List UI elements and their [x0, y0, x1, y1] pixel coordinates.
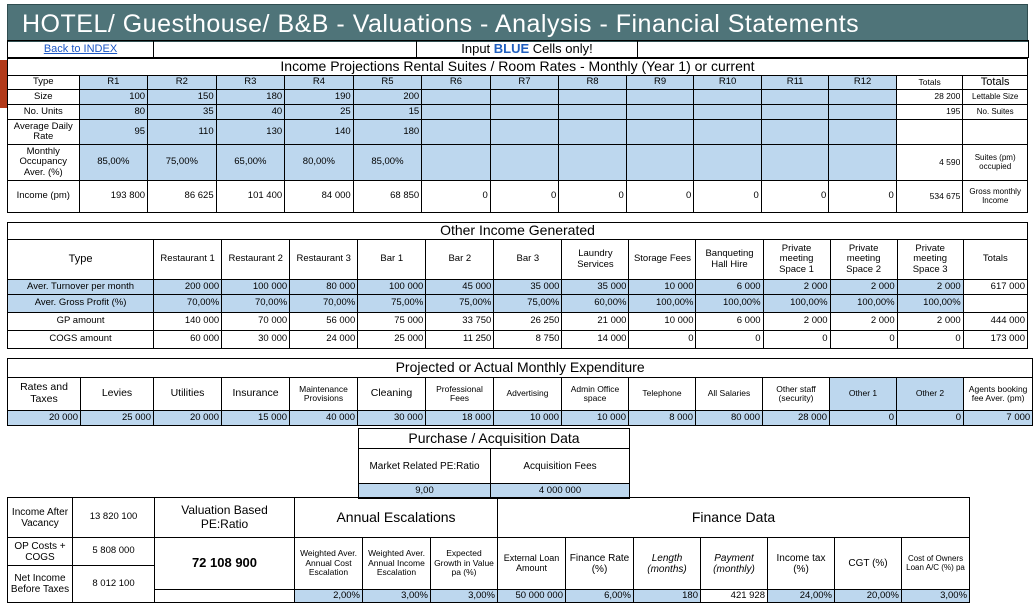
cell-gp-pct-12[interactable]: 100,00%	[897, 295, 963, 313]
exp-value-other-1[interactable]: 0	[830, 411, 897, 426]
esc-header-growth: Expected Growth in Value pa (%)	[431, 538, 498, 590]
cell-rate-r9[interactable]	[626, 120, 694, 145]
cell-size-r5[interactable]: 200	[353, 90, 422, 105]
exp-value-rates[interactable]: 20 000	[8, 411, 81, 426]
cell-occupancy-r1[interactable]: 85,00%	[79, 145, 148, 181]
col-header-r1: R1	[79, 76, 148, 90]
cell-income-r10: 0	[694, 181, 762, 213]
cell-size-r1[interactable]: 100	[79, 90, 148, 105]
cell-gp-amt-8: 10 000	[629, 313, 696, 331]
cell-turnover-7[interactable]: 35 000	[562, 280, 629, 295]
cell-rate-r11[interactable]	[761, 120, 829, 145]
finance-title: Finance Data	[498, 498, 970, 538]
fin-header-cgt: CGT (%)	[835, 538, 902, 590]
cell-cogs-9: 0	[696, 331, 763, 349]
cell-occupancy-r4[interactable]: 80,00%	[285, 145, 354, 181]
esc-value-growth[interactable]: 3,00%	[431, 590, 498, 603]
cell-occupancy-r8[interactable]	[559, 145, 627, 181]
cell-size-r3[interactable]: 180	[216, 90, 285, 105]
row-label-type: Type	[8, 76, 80, 90]
cell-gp-amt-5: 33 750	[426, 313, 494, 331]
fin-value-cgt[interactable]: 20,00%	[835, 590, 902, 603]
back-to-index-link[interactable]: Back to INDEX	[8, 41, 154, 58]
cell-gp-pct-5[interactable]: 75,00%	[426, 295, 494, 313]
cell-turnover-8[interactable]: 10 000	[629, 280, 696, 295]
row-label-gross-profit: Aver. Gross Profit (%)	[8, 295, 154, 313]
cell-rate-r5[interactable]: 180	[353, 120, 422, 145]
input-note-pre: Input	[461, 40, 494, 56]
row-label-occupancy: Monthly Occupancy Aver. (%)	[8, 145, 80, 181]
purchase-title: Purchase / Acquisition Data	[359, 429, 630, 449]
col-header-r3: R3	[216, 76, 285, 90]
col-header-storage: Storage Fees	[629, 240, 696, 280]
esc-header-income: Weighted Aver. Annual Income Escalation	[363, 538, 431, 590]
cell-gp-pct-9[interactable]: 100,00%	[696, 295, 763, 313]
col-header-r12: R12	[829, 76, 897, 90]
cell-gp-amt-9: 6 000	[696, 313, 763, 331]
exp-header-other-2: Other 2	[897, 378, 964, 411]
cell-units-r8[interactable]	[559, 105, 627, 120]
col-header-banqueting: Banqueting Hall Hire	[696, 240, 763, 280]
exp-value-utilities[interactable]: 20 000	[154, 411, 222, 426]
op-costs-label: OP Costs + COGS	[8, 538, 73, 566]
cell-occupancy-r9[interactable]	[626, 145, 694, 181]
exp-value-other-2[interactable]: 0	[897, 411, 964, 426]
cell-turnover-9[interactable]: 6 000	[696, 280, 763, 295]
exp-value-levies[interactable]: 25 000	[81, 411, 154, 426]
fin-header-loan: External Loan Amount	[498, 538, 566, 590]
income-projections-table	[7, 58, 1028, 213]
cell-gp-amt-3: 56 000	[290, 313, 358, 331]
cell-units-r2[interactable]: 35	[148, 105, 217, 120]
exp-header-other-1: Other 1	[830, 378, 897, 411]
exp-value-professional-fees[interactable]: 18 000	[426, 411, 494, 426]
exp-header-maintenance: Maintenance Provisions	[290, 378, 358, 411]
app-title-banner: HOTEL/ Guesthouse/ B&B - Valuations - Analysis - Financial Statements	[7, 4, 1028, 42]
exp-header-other-staff: Other staff (security)	[763, 378, 830, 411]
cell-turnover-12[interactable]: 2 000	[897, 280, 963, 295]
col-header-meeting-1: Private meeting Space 1	[763, 240, 830, 280]
cell-occupancy-r5[interactable]: 85,00%	[353, 145, 422, 181]
col-header-restaurant-2: Restaurant 2	[222, 240, 290, 280]
size-total: 28 200	[896, 90, 963, 105]
cell-gp-amt-2: 70 000	[222, 313, 290, 331]
cell-size-r4[interactable]: 190	[285, 90, 354, 105]
valuation-value: 72 108 900	[155, 538, 295, 590]
gp-pct-total	[963, 295, 1027, 313]
cell-cogs-1: 60 000	[154, 331, 222, 349]
net-income-label: Net Income Before Taxes	[8, 566, 73, 603]
exp-value-maintenance[interactable]: 40 000	[290, 411, 358, 426]
income-total: 534 675	[896, 181, 963, 213]
cell-gp-pct-11[interactable]: 100,00%	[830, 295, 897, 313]
expenditure-title: Projected or Actual Monthly Expenditure	[8, 359, 1033, 378]
rate-total	[896, 120, 963, 145]
cell-turnover-3[interactable]: 80 000	[290, 280, 358, 295]
cell-units-r11[interactable]	[761, 105, 829, 120]
cell-units-r10[interactable]	[694, 105, 762, 120]
cell-units-r9[interactable]	[626, 105, 694, 120]
rate-note	[963, 120, 1028, 145]
col-header-other-totals: Totals	[963, 240, 1027, 280]
cell-income-r8: 0	[559, 181, 627, 213]
exp-header-salaries: All Salaries	[696, 378, 763, 411]
occupancy-note: Suites (pm) occupied	[963, 145, 1028, 181]
col-header-meeting-3: Private meeting Space 3	[897, 240, 963, 280]
exp-value-advertising[interactable]: 10 000	[494, 411, 562, 426]
cell-units-r12[interactable]	[829, 105, 897, 120]
cell-cogs-11: 0	[830, 331, 897, 349]
col-header-r5: R5	[353, 76, 422, 90]
col-header-r9: R9	[626, 76, 694, 90]
cell-income-r3: 101 400	[216, 181, 285, 213]
cell-units-r7[interactable]	[490, 105, 559, 120]
col-header-meeting-2: Private meeting Space 2	[830, 240, 897, 280]
op-costs-value: 5 808 000	[73, 538, 155, 566]
cell-units-r6[interactable]	[422, 105, 491, 120]
net-income-value: 8 012 100	[73, 566, 155, 603]
escalations-title: Annual Escalations	[295, 498, 498, 538]
totals-header-2: Totals	[963, 76, 1028, 90]
cell-size-r11[interactable]	[761, 90, 829, 105]
cell-units-r3[interactable]: 40	[216, 105, 285, 120]
cell-size-r2[interactable]: 150	[148, 90, 217, 105]
other-income-table	[7, 222, 1028, 349]
fin-value-payment: 421 928	[701, 590, 768, 603]
cell-rate-r12[interactable]	[829, 120, 897, 145]
cell-rate-r6[interactable]	[422, 120, 491, 145]
cell-rate-r2[interactable]: 110	[148, 120, 217, 145]
cell-occupancy-r12[interactable]	[829, 145, 897, 181]
cell-income-r11: 0	[761, 181, 829, 213]
exp-header-insurance: Insurance	[222, 378, 290, 411]
col-header-laundry: Laundry Services	[562, 240, 629, 280]
cell-gp-amt-6: 26 250	[494, 313, 562, 331]
valuation-label: Valuation Based PE:Ratio	[155, 498, 295, 538]
valuation-spacer	[155, 590, 295, 603]
cell-gp-amt-12: 2 000	[897, 313, 963, 331]
nav-spacer	[154, 41, 417, 58]
exp-header-utilities: Utilities	[154, 378, 222, 411]
size-note: Lettable Size	[963, 90, 1028, 105]
cell-cogs-3: 24 000	[290, 331, 358, 349]
row-label-size: Size	[8, 90, 80, 105]
cell-cogs-8: 0	[629, 331, 696, 349]
cell-income-r9: 0	[626, 181, 694, 213]
cell-rate-r10[interactable]	[694, 120, 762, 145]
cell-occupancy-r7[interactable]	[490, 145, 559, 181]
cell-gp-pct-8[interactable]: 100,00%	[629, 295, 696, 313]
exp-header-rates: Rates and Taxes	[8, 378, 81, 411]
cell-occupancy-r2[interactable]: 75,00%	[148, 145, 217, 181]
fin-header-income-tax: Income tax (%)	[768, 538, 835, 590]
col-header-restaurant-1: Restaurant 1	[154, 240, 222, 280]
exp-header-levies: Levies	[81, 378, 154, 411]
cell-gp-amt-4: 75 000	[358, 313, 426, 331]
fin-value-loan[interactable]: 50 000 000	[498, 590, 566, 603]
cell-income-r4: 84 000	[285, 181, 354, 213]
fin-value-income-tax[interactable]: 24,00%	[768, 590, 835, 603]
purchase-table	[358, 428, 630, 499]
cell-turnover-5[interactable]: 45 000	[426, 280, 494, 295]
cell-gp-pct-4[interactable]: 75,00%	[358, 295, 426, 313]
cell-gp-amt-1: 140 000	[154, 313, 222, 331]
row-label-units: No. Units	[8, 105, 80, 120]
cell-size-r9[interactable]	[626, 90, 694, 105]
esc-value-income[interactable]: 3,00%	[363, 590, 431, 603]
nav-spacer-2	[638, 41, 1029, 58]
esc-header-cost: Weighted Aver. Annual Cost Escalation	[295, 538, 363, 590]
exp-value-salaries[interactable]: 80 000	[696, 411, 763, 426]
cell-size-r6[interactable]	[422, 90, 491, 105]
input-note-post: Cells only!	[529, 40, 593, 56]
cell-occupancy-r11[interactable]	[761, 145, 829, 181]
turnover-total: 617 000	[963, 280, 1027, 295]
cell-turnover-11[interactable]: 2 000	[830, 280, 897, 295]
income-projections-title: Income Projections Rental Suites / Room Rates - Monthly (Year 1) or current	[8, 59, 1028, 76]
units-total: 195	[896, 105, 963, 120]
cell-turnover-1[interactable]: 200 000	[154, 280, 222, 295]
other-income-type-label: Type	[8, 240, 154, 280]
cell-income-r7: 0	[490, 181, 559, 213]
cell-income-r6: 0	[422, 181, 491, 213]
income-after-vacancy-value: 13 820 100	[73, 498, 155, 538]
exp-value-admin-office[interactable]: 10 000	[562, 411, 629, 426]
cell-size-r12[interactable]	[829, 90, 897, 105]
exp-value-other-staff[interactable]: 28 000	[763, 411, 830, 426]
cell-gp-pct-2[interactable]: 70,00%	[222, 295, 290, 313]
row-label-cogs: COGS amount	[8, 331, 154, 349]
fin-header-rate: Finance Rate (%)	[566, 538, 634, 590]
cell-turnover-10[interactable]: 2 000	[763, 280, 830, 295]
exp-value-agents-fee[interactable]: 7 000	[964, 411, 1033, 426]
col-header-r11: R11	[761, 76, 829, 90]
other-income-title: Other Income Generated	[8, 223, 1028, 240]
col-header-r2: R2	[148, 76, 217, 90]
cell-units-r5[interactable]: 15	[353, 105, 422, 120]
purchase-pe-label: Market Related PE:Ratio	[359, 449, 491, 484]
cell-income-r1: 193 800	[79, 181, 148, 213]
cell-income-r12: 0	[829, 181, 897, 213]
cell-occupancy-r3[interactable]: 65,00%	[216, 145, 285, 181]
input-note-blue: BLUE	[493, 40, 530, 56]
fin-value-rate[interactable]: 6,00%	[566, 590, 634, 603]
cell-gp-amt-11: 2 000	[830, 313, 897, 331]
cell-turnover-4[interactable]: 100 000	[358, 280, 426, 295]
cell-gp-pct-1[interactable]: 70,00%	[154, 295, 222, 313]
cell-income-r2: 86 625	[148, 181, 217, 213]
fin-value-owners-loan[interactable]: 3,00%	[902, 590, 970, 603]
cell-rate-r8[interactable]	[559, 120, 627, 145]
cell-rate-r7[interactable]	[490, 120, 559, 145]
nav-row	[7, 40, 1029, 58]
exp-value-cleaning[interactable]: 30 000	[358, 411, 426, 426]
cell-gp-pct-3[interactable]: 70,00%	[290, 295, 358, 313]
cell-gp-amt-7: 21 000	[562, 313, 629, 331]
cell-cogs-12: 0	[897, 331, 963, 349]
summary-finance-table	[7, 497, 970, 603]
cell-cogs-6: 8 750	[494, 331, 562, 349]
row-label-income: Income (pm)	[8, 181, 80, 213]
cell-turnover-6[interactable]: 35 000	[494, 280, 562, 295]
purchase-pe-value[interactable]: 9,00	[359, 484, 491, 499]
row-label-gp-amount: GP amount	[8, 313, 154, 331]
cell-size-r8[interactable]	[559, 90, 627, 105]
cell-size-r10[interactable]	[694, 90, 762, 105]
fin-header-owners-loan: Cost of Owners Loan A/C (%) pa	[902, 538, 970, 590]
col-header-r8: R8	[559, 76, 627, 90]
income-after-vacancy-label: Income After Vacancy	[8, 498, 73, 538]
exp-header-cleaning: Cleaning	[358, 378, 426, 411]
col-header-r7: R7	[490, 76, 559, 90]
col-header-restaurant-3: Restaurant 3	[290, 240, 358, 280]
exp-header-admin-office: Admin Office space	[562, 378, 629, 411]
exp-value-insurance[interactable]: 15 000	[222, 411, 290, 426]
cogs-total: 173 000	[963, 331, 1027, 349]
cell-cogs-4: 25 000	[358, 331, 426, 349]
exp-header-telephone: Telephone	[629, 378, 696, 411]
cell-occupancy-r10[interactable]	[694, 145, 762, 181]
cell-cogs-5: 11 250	[426, 331, 494, 349]
fin-header-length: Length (months)	[634, 538, 701, 590]
expenditure-table	[7, 358, 1033, 426]
col-header-r10: R10	[694, 76, 762, 90]
income-note: Gross monthly Income	[963, 181, 1028, 213]
cell-rate-r4[interactable]: 140	[285, 120, 354, 145]
cell-units-r1[interactable]: 80	[79, 105, 148, 120]
col-header-r4: R4	[285, 76, 354, 90]
exp-header-advertising: Advertising	[494, 378, 562, 411]
gp-amount-total: 444 000	[963, 313, 1027, 331]
exp-value-telephone[interactable]: 8 000	[629, 411, 696, 426]
fin-header-payment: Payment (monthly)	[701, 538, 768, 590]
occupancy-total: 4 590	[896, 145, 963, 181]
cell-gp-pct-10[interactable]: 100,00%	[763, 295, 830, 313]
cell-cogs-2: 30 000	[222, 331, 290, 349]
cell-gp-amt-10: 2 000	[763, 313, 830, 331]
exp-header-agents-fee: Agents booking fee Aver. (pm)	[964, 378, 1033, 411]
cell-gp-pct-6[interactable]: 75,00%	[494, 295, 562, 313]
row-label-turnover: Aver. Turnover per month	[8, 280, 154, 295]
col-header-bar-1: Bar 1	[358, 240, 426, 280]
fin-value-length[interactable]: 180	[634, 590, 701, 603]
col-header-bar-3: Bar 3	[494, 240, 562, 280]
cell-rate-r3[interactable]: 130	[216, 120, 285, 145]
row-label-daily-rate: Average Daily Rate	[8, 120, 80, 145]
col-header-r6: R6	[422, 76, 491, 90]
units-note: No. Suites	[963, 105, 1028, 120]
esc-value-cost[interactable]: 2,00%	[295, 590, 363, 603]
cell-rate-r1[interactable]: 95	[79, 120, 148, 145]
exp-header-professional-fees: Professional Fees	[426, 378, 494, 411]
cell-turnover-2[interactable]: 100 000	[222, 280, 290, 295]
cell-gp-pct-7[interactable]: 60,00%	[562, 295, 629, 313]
cell-income-r5: 68 850	[353, 181, 422, 213]
cell-cogs-7: 14 000	[562, 331, 629, 349]
input-note	[417, 41, 638, 58]
purchase-fees-label: Acquisition Fees	[491, 449, 630, 484]
purchase-fees-value[interactable]: 4 000 000	[491, 484, 630, 499]
cell-occupancy-r6[interactable]	[422, 145, 491, 181]
cell-size-r7[interactable]	[490, 90, 559, 105]
cell-units-r4[interactable]: 25	[285, 105, 354, 120]
col-header-bar-2: Bar 2	[426, 240, 494, 280]
totals-header-1: Totals	[896, 76, 963, 90]
cell-cogs-10: 0	[763, 331, 830, 349]
